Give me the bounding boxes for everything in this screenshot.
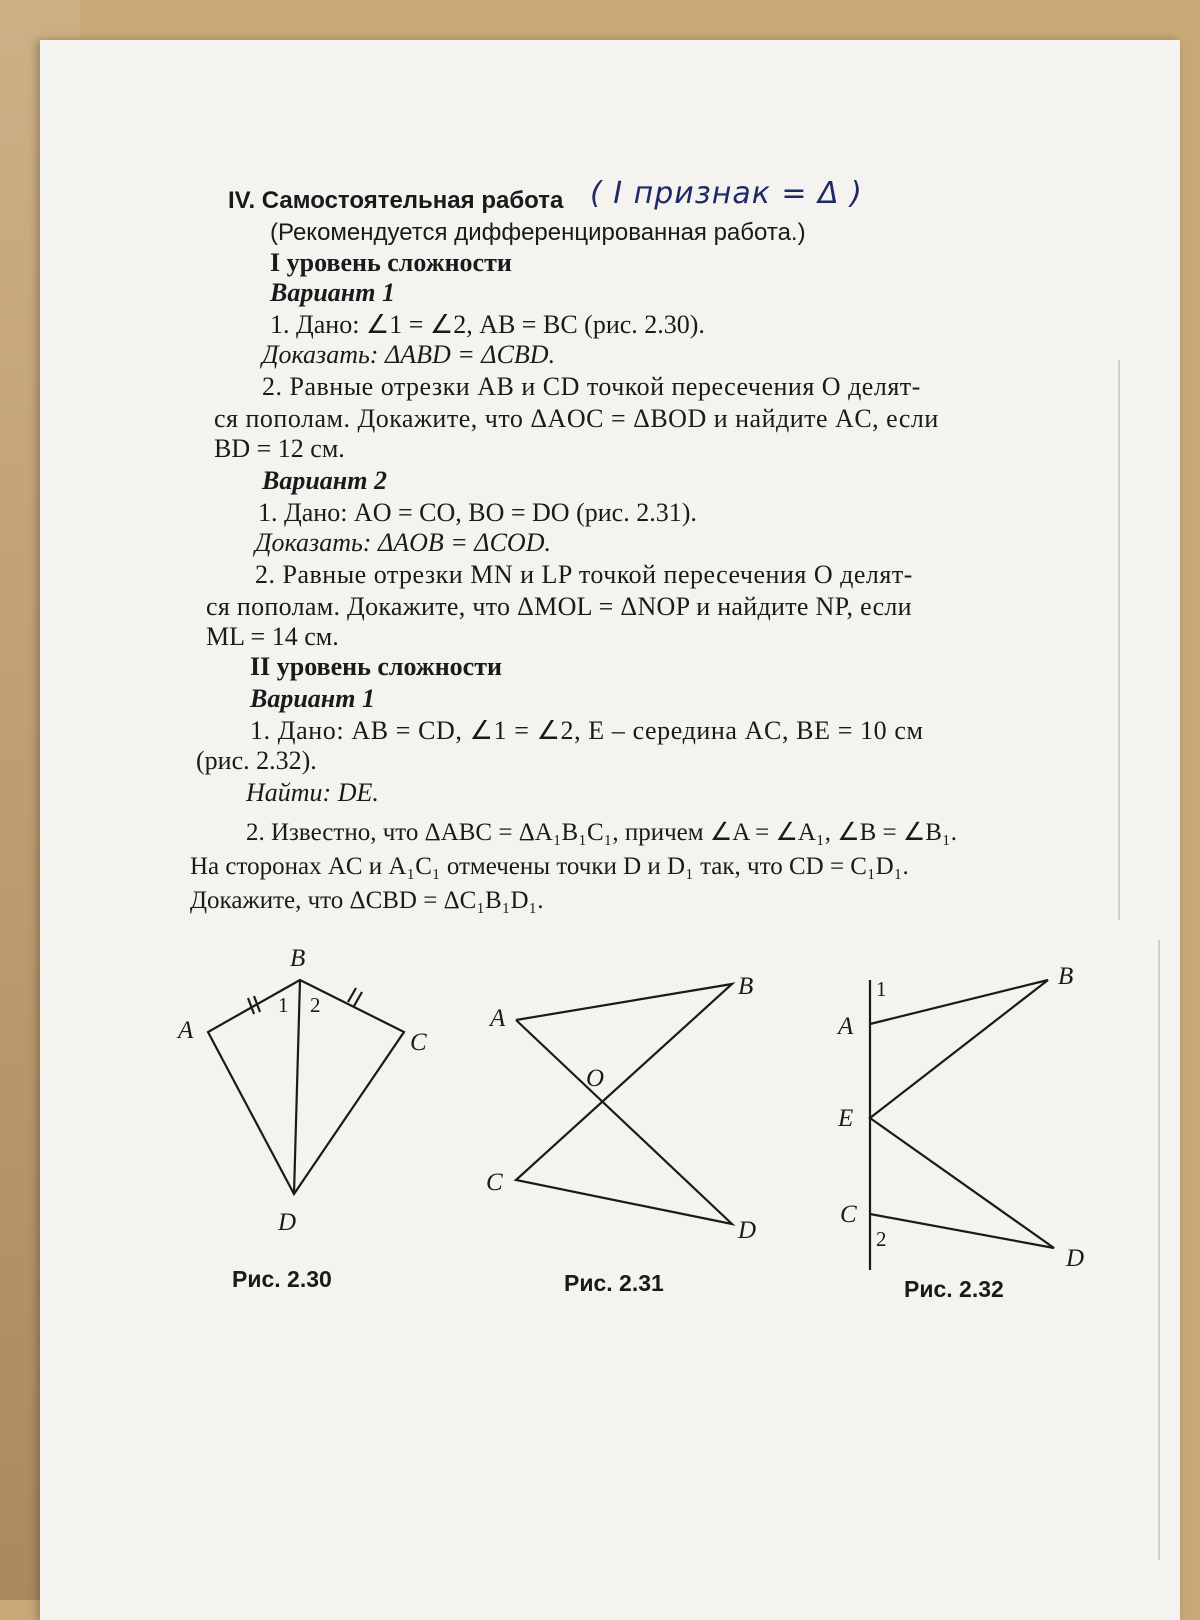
label-o: O — [586, 1065, 605, 1092]
label-angle-2: 2 — [310, 993, 321, 1017]
handwritten-note: ( I признак = Δ ) — [590, 176, 863, 211]
crossed-triangles-aob-cod — [516, 984, 732, 1224]
segments-abedc — [870, 980, 1054, 1248]
label-c: C — [840, 1201, 857, 1228]
label-b: B — [1058, 963, 1074, 990]
l1v1-task1-prove: Доказать: ΔABD = ΔCBD. — [262, 340, 556, 369]
tick-mark-bc-2 — [354, 992, 362, 1006]
recommendation-note: (Рекомендуется дифференцированная работа.) — [270, 219, 806, 246]
label-a: A — [838, 1013, 854, 1040]
caption-fig-2-30: Рис. 2.30 — [232, 1266, 332, 1292]
l2v1-task2-line3: Докажите, что ΔCBD = ΔC₁B₁D₁. — [190, 887, 544, 914]
level2-variant1-heading: Вариант 1 — [250, 684, 375, 713]
l2v1-task1-line1: 1. Дано: AB = CD, ∠1 = ∠2, E – середина AC, BE = 10 см — [250, 716, 924, 745]
label-d: D — [278, 1209, 297, 1236]
level-2-heading: II уровень сложности — [250, 652, 502, 681]
l1v2-task2-line2: ся пополам. Докажите, что ΔMOL = ΔNOP и найдите NP, если — [206, 592, 912, 621]
label-d: D — [738, 1217, 757, 1244]
l1v1-task1-given: 1. Дано: ∠1 = ∠2, AB = BC (рис. 2.30). — [270, 310, 705, 339]
l2v1-task1-line2: (рис. 2.32). — [196, 746, 317, 775]
label-b: B — [738, 973, 754, 1000]
l1v2-task1-prove: Доказать: ΔAOB = ΔCOD. — [255, 528, 551, 557]
page-edge-shadow — [1118, 360, 1120, 920]
label-a: A — [490, 1005, 506, 1032]
caption-fig-2-32: Рис. 2.32 — [904, 1276, 1004, 1302]
l2v1-task1-find: Найти: DE. — [246, 778, 379, 807]
figure-2-31 — [480, 970, 780, 1260]
label-angle-1: 1 — [876, 977, 887, 1001]
quadrilateral-abcd — [208, 980, 404, 1194]
label-e: E — [838, 1105, 854, 1132]
l1v2-task2-line1: 2. Равные отрезки MN и LP точкой пересечения O делят- — [255, 560, 913, 589]
level1-variant1-heading: Вариант 1 — [270, 278, 395, 307]
l2v1-task2-line2: На сторонах AC и A₁C₁ отмечены точки D и D₁ так, что CD = C₁D₁. — [190, 853, 909, 880]
label-a: A — [178, 1017, 194, 1044]
label-angle-2: 2 — [876, 1227, 887, 1251]
tick-mark-bc — [348, 988, 356, 1002]
l1v1-task2-line3: BD = 12 см. — [214, 434, 345, 463]
section-title: IV. Самостоятельная работа — [228, 187, 564, 214]
label-angle-1: 1 — [278, 993, 289, 1017]
diagonal-bd — [294, 980, 300, 1194]
level1-variant2-heading: Вариант 2 — [262, 466, 387, 495]
label-c: C — [486, 1169, 503, 1196]
l1v2-task2-line3: ML = 14 см. — [206, 622, 339, 651]
figure-2-30 — [170, 940, 450, 1240]
caption-fig-2-31: Рис. 2.31 — [564, 1270, 664, 1296]
l2v1-task2-line1: 2. Известно, что ΔABC = ΔA₁B₁C₁, причем ∠A = ∠A₁, ∠B = ∠B₁. — [246, 819, 957, 846]
label-b: B — [290, 945, 306, 972]
page-edge-shadow-lower — [1158, 940, 1160, 1560]
figure-2-32 — [820, 950, 1100, 1280]
label-c: C — [410, 1029, 427, 1056]
label-d: D — [1066, 1245, 1085, 1272]
level-1-heading: I уровень сложности — [270, 248, 512, 277]
l1v2-task1-given: 1. Дано: AO = CO, BO = DO (рис. 2.31). — [258, 498, 697, 527]
l1v1-task2-line2: ся пополам. Докажите, что ΔAOC = ΔBOD и найдите AC, если — [214, 404, 939, 433]
l1v1-task2-line1: 2. Равные отрезки AB и CD точкой пересечения O делят- — [262, 372, 921, 401]
